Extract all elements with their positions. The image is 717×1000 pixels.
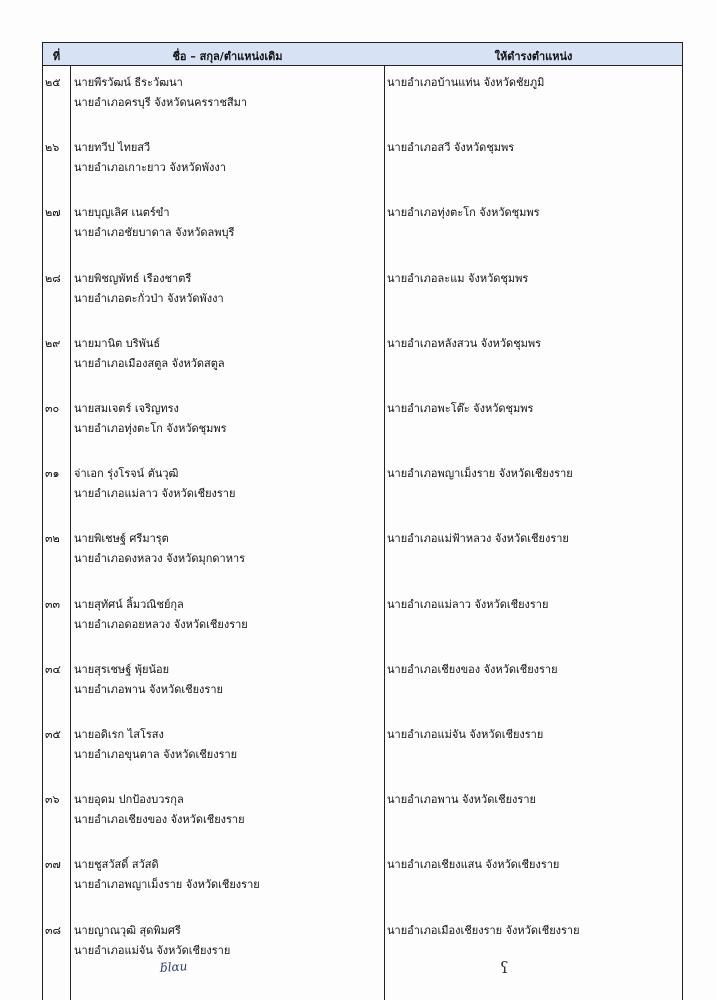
table-row <box>43 73 682 113</box>
person-name: นายอดิเรก ไสโรสง <box>74 728 164 741</box>
row-number: ๓๕ <box>45 728 61 741</box>
new-position: นายอำเภอเมืองเชียงราย จังหวัดเชียงราย <box>387 923 580 937</box>
former-position: นายอำเภอชัยบาดาล จังหวัดลพบุรี <box>74 226 235 240</box>
new-position: นายอำเภอละแม จังหวัดชุมพร <box>387 271 529 285</box>
table-row <box>43 595 682 635</box>
row-number: ๓๘ <box>45 923 62 937</box>
person-name: นายญาณวุฒิ สุดพิมศรี <box>74 923 181 937</box>
table-row <box>43 138 682 178</box>
person-name: นายสุทัศน์ ลิ้มวณิชย์กุล <box>74 597 184 611</box>
former-position: นายอำเภอแม่จัน จังหวัดเชียงราย <box>74 943 231 957</box>
new-position: นายอำเภอแม่ฟ้าหลวง จังหวัดเชียงราย <box>387 532 569 546</box>
new-position: นายอำเภอบ้านแท่น จังหวัดชัยภูมิ <box>387 76 545 89</box>
new-position: นายอำเภอเชียงของ จังหวัดเชียงราย <box>387 662 558 676</box>
person-name: นายมานิต บริพันธ์ <box>74 336 161 350</box>
handwritten-signature-right: ʕ <box>500 958 509 977</box>
table-row <box>43 790 682 830</box>
table-row <box>43 529 682 569</box>
new-position: นายอำเภอพะโต๊ะ จังหวัดชุมพร <box>387 402 534 415</box>
table-row <box>43 203 682 243</box>
table-header <box>43 43 682 66</box>
row-number: ๓๗ <box>45 858 61 872</box>
table-row <box>43 855 682 895</box>
new-position: นายอำเภอหลังสวน จังหวัดชุมพร <box>387 336 542 350</box>
former-position: นายอำเภอดงหลวง จังหวัดมุกดาหาร <box>74 552 246 566</box>
former-position: นายอำเภอเมืองสตูล จังหวัดสตูล <box>74 356 225 370</box>
table-row <box>43 660 682 700</box>
row-number: ๓๐ <box>45 402 60 415</box>
new-position: นายอำเภอแม่จัน จังหวัดเชียงราย <box>387 728 544 741</box>
row-number: ๒๘ <box>45 271 61 285</box>
row-number: ๓๒ <box>45 532 60 546</box>
table-row <box>43 334 682 374</box>
row-number: ๒๕ <box>45 76 61 89</box>
person-name: นายสุรเชษฐ์ พุ้ยน้อย <box>74 662 170 676</box>
former-position: นายอำเภอเกาะยาว จังหวัดพังงา <box>74 161 226 175</box>
header-no: ที่ <box>52 50 61 63</box>
person-name: นายชูสวัสดิ์ สวัสดิ <box>74 858 159 872</box>
table-row <box>43 725 682 765</box>
row-number: ๒๙ <box>45 336 61 350</box>
person-name: นายทวีป ไทยสวี <box>74 141 151 155</box>
table-row <box>43 269 682 309</box>
former-position: นายอำเภอดอยหลวง จังหวัดเชียงราย <box>74 617 248 631</box>
person-name: นายพิเชษฐ์ ศรีมารุต <box>74 532 169 546</box>
person-name: นายบุญเลิศ เนตร์ขำ <box>74 206 170 220</box>
person-name: จ่าเอก รุ่งโรจน์ ตันวุฒิ <box>74 467 179 481</box>
new-position: นายอำเภอพญาเม็งราย จังหวัดเชียงราย <box>387 467 573 481</box>
row-number: ๒๗ <box>45 206 61 220</box>
table-row <box>43 464 682 504</box>
new-position: นายอำเภอพาน จังหวัดเชียงราย <box>387 793 536 807</box>
new-position: นายอำเภอแม่ลาว จังหวัดเชียงราย <box>387 597 549 611</box>
former-position: นายอำเภอตะกั่วป่า จังหวัดพังงา <box>74 291 224 305</box>
new-position: นายอำเภอสวี จังหวัดชุมพร <box>387 141 515 155</box>
row-number: ๓๓ <box>45 597 61 611</box>
row-number: ๒๖ <box>45 141 60 155</box>
row-number: ๓๑ <box>45 467 60 481</box>
person-name: นายพิชญพัทธ์ เรืองชาตรี <box>74 271 192 285</box>
row-number: ๓๔ <box>45 662 61 676</box>
former-position: นายอำเภอทุ่งตะโก จังหวัดชุมพร <box>74 422 227 435</box>
former-position: นายอำเภอพาน จังหวัดเชียงราย <box>74 682 223 696</box>
former-position: นายอำเภอครบุรี จังหวัดนครราชสีมา <box>74 96 248 109</box>
row-number: ๓๖ <box>45 793 60 807</box>
former-position: นายอำเภอแม่ลาว จังหวัดเชียงราย <box>74 487 236 501</box>
appointment-table <box>42 42 683 1000</box>
new-position: นายอำเภอทุ่งตะโก จังหวัดชุมพร <box>387 206 540 220</box>
header-name: ชื่อ – สกุล/ตำแหน่งเดิม <box>172 50 283 63</box>
header-new-position: ให้ดำรงตำแหน่ง <box>494 50 573 63</box>
table-row <box>43 921 682 961</box>
table-row <box>43 399 682 439</box>
former-position: นายอำเภอขุนตาล จังหวัดเชียงราย <box>74 748 238 761</box>
new-position: นายอำเภอเชียงแสน จังหวัดเชียงราย <box>387 858 560 872</box>
person-name: นายอุดม ปกป้องบวรกุล <box>74 793 184 807</box>
person-name: นายสมเจตร์ เจริญทรง <box>74 402 179 415</box>
former-position: นายอำเภอพญาเม็งราย จังหวัดเชียงราย <box>74 878 260 892</box>
person-name: นายพีรวัฒน์ ธีระวัฒนา <box>74 76 183 89</box>
handwritten-signature-left: ƃlɑu <box>159 959 188 975</box>
former-position: นายอำเภอเชียงของ จังหวัดเชียงราย <box>74 813 245 827</box>
